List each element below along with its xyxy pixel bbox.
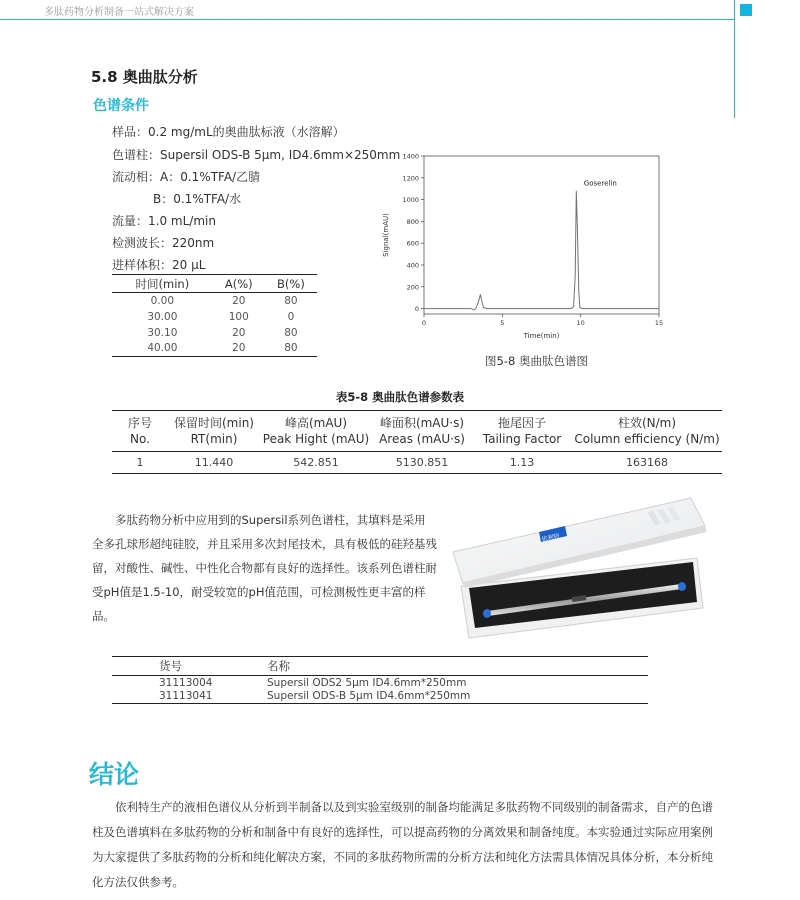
- table-cell: 0: [287, 310, 295, 323]
- param-header-no: [112, 411, 168, 452]
- table-cell: 31113004: [159, 676, 213, 689]
- header-en: RT(min): [190, 432, 238, 446]
- table-row: [112, 293, 317, 309]
- table-cell: 30.00: [147, 310, 178, 323]
- header-square-icon: [740, 4, 752, 16]
- header-cn: 峰面积(mAU·s): [379, 416, 465, 430]
- table-cell: 100: [228, 310, 249, 323]
- table-cell: 20: [232, 294, 246, 307]
- y-tick-label: 0: [414, 305, 419, 314]
- gradient-header-row: [112, 275, 317, 293]
- table-cell: 0.00: [150, 294, 175, 307]
- table-cell: 80: [284, 326, 298, 339]
- table-cell: 40.00: [112, 341, 213, 357]
- section-title: 5.8 奥曲肽分析: [91, 68, 198, 86]
- table-row: [112, 341, 317, 357]
- table-cell: 20: [232, 326, 246, 339]
- brand-logo-text: 依利特: [541, 532, 561, 544]
- subsection-title: 色谱条件: [93, 98, 149, 114]
- table-cell: 80: [284, 294, 298, 307]
- table-cell: 1.13: [472, 452, 572, 474]
- product-items-table: [112, 656, 648, 704]
- y-tick-label: 1000: [402, 196, 419, 205]
- header-en: Areas (mAU·s): [379, 432, 465, 446]
- param-header-area: [372, 411, 472, 452]
- conclusion-title: 结论: [89, 760, 140, 789]
- table-cell: 1: [112, 452, 168, 474]
- gradient-header-b: B(%): [265, 275, 317, 293]
- conclusion-body: [92, 795, 714, 895]
- header-cn: 序号: [127, 416, 152, 430]
- table-cell: 5130.851: [372, 452, 472, 474]
- items-header-row: [112, 657, 648, 676]
- header-divider: [0, 19, 734, 20]
- header-cn: 峰高(mAU): [284, 416, 348, 430]
- description-paragraph: 多肽药物分析中应用到的Supersil系列色谱柱，其填料是采用全多孔球形超纯硅胶，并且采用多次封尾技术，具有极低的硅羟基残留，对酸性、碱性、中性化合物都有良好的选择性。该系列色谱柱耐受pH值是1.5-10，耐受较宽的pH值范围，可检测极性更丰富的样品。: [92, 513, 437, 623]
- condition-wavelength: 检测波长：220nm: [112, 236, 215, 250]
- table-cell: 31113041: [112, 690, 267, 704]
- table-row: [112, 690, 648, 704]
- conclusion-paragraph: 依利特生产的液相色谱仪从分析到半制备以及到实验室级别的制备均能满足多肽药物不同级别的制备需求，自产的色谱柱及色谱填料在多肽药物的分析和制备中有良好的选择性，可以提高药物的分离效果和制备纯度。本实验通过实际应用案例为大家提供了多肽药物的分析和纯化解决方案，不同的多肽药物所需的分析方法和纯化方法需具体情况具体分析，本分析纯化方法仅供参考。: [92, 800, 713, 889]
- y-tick-label: 1200: [402, 174, 419, 183]
- chromatogram-chart: [376, 148, 666, 348]
- x-axis-label: Time(min): [523, 332, 560, 340]
- chart-caption: 图5-8 奥曲肽色谱图: [485, 354, 588, 368]
- table-row: [112, 309, 317, 325]
- y-axis-label: Signal(mAU): [382, 213, 390, 257]
- table-cell: 20: [213, 341, 265, 357]
- header-cn: 保留时间(min): [174, 416, 254, 430]
- table-row: [112, 676, 648, 690]
- condition-mobile-phase-b: B：0.1%TFA/水: [153, 192, 242, 206]
- header-en: Peak Hight (mAU): [262, 432, 370, 446]
- x-tick-label: 5: [500, 319, 505, 327]
- header-en: No.: [130, 432, 150, 446]
- condition-sample: 样品：0.2 mg/mL的奥曲肽标液（水溶解）: [112, 125, 345, 139]
- y-tick-label: 800: [406, 217, 419, 226]
- x-tick-label: 0: [421, 319, 427, 327]
- table-row: [112, 325, 317, 341]
- param-header-row: [112, 411, 722, 452]
- chromatogram-svg: [376, 148, 666, 348]
- items-header-name: 名称: [267, 657, 648, 676]
- gradient-header-time: 时间(min): [112, 275, 213, 293]
- plot-frame: [424, 156, 659, 314]
- param-header-tailing: [472, 411, 572, 452]
- condition-flow-rate: 流量：1.0 mL/min: [112, 214, 216, 228]
- param-header-rt: [168, 411, 260, 452]
- column-box-illustration: [447, 496, 707, 642]
- param-table: [112, 410, 722, 474]
- peak-annotation: Goserelin: [583, 179, 617, 188]
- table-cell: Supersil ODS-B 5μm ID4.6mm*250mm: [267, 690, 648, 704]
- y-tick-label: 600: [406, 239, 419, 248]
- table-cell: 163168: [572, 452, 722, 474]
- header-text: 多肽药物分析制备一站式解决方案: [44, 7, 194, 18]
- condition-mobile-phase-a: 流动相：A：0.1%TFA/乙腈: [112, 170, 261, 184]
- series-line: [424, 191, 659, 310]
- condition-injection-volume: 进样体积：20 μL: [112, 258, 206, 272]
- param-table-title: 表5-8 奥曲肽色谱参数表: [335, 390, 465, 404]
- header-en: Tailing Factor: [482, 432, 562, 446]
- product-image: [447, 496, 707, 642]
- header-cn: 柱效(N/m): [617, 416, 677, 430]
- y-tick-label: 200: [406, 283, 419, 292]
- table-cell: 30.10: [147, 326, 178, 339]
- table-cell: 542.851: [260, 452, 372, 474]
- y-tick-label: 1400: [402, 152, 419, 161]
- param-header-efficiency: [572, 411, 722, 452]
- table-row: [112, 452, 722, 474]
- table-cell: 80: [265, 341, 317, 357]
- table-cell: 11.440: [168, 452, 260, 474]
- gradient-table: [112, 274, 317, 357]
- column-description: [92, 508, 437, 628]
- x-tick-label: 15: [654, 319, 664, 327]
- header-vertical-divider: [734, 0, 735, 118]
- table-cell: Supersil ODS2 5μm ID4.6mm*250mm: [267, 676, 467, 689]
- y-tick-label: 400: [406, 261, 419, 270]
- x-tick-label: 10: [576, 319, 585, 327]
- items-header-catalog-no: 货号: [112, 657, 267, 676]
- condition-column: 色谱柱：Supersil ODS-B 5μm, ID4.6mm×250mm: [112, 148, 401, 162]
- header-en: Column efficiency (N/m): [574, 432, 720, 446]
- header-cn: 拖尾因子: [497, 416, 546, 430]
- gradient-header-a: A(%): [213, 275, 265, 293]
- param-header-height: [260, 411, 372, 452]
